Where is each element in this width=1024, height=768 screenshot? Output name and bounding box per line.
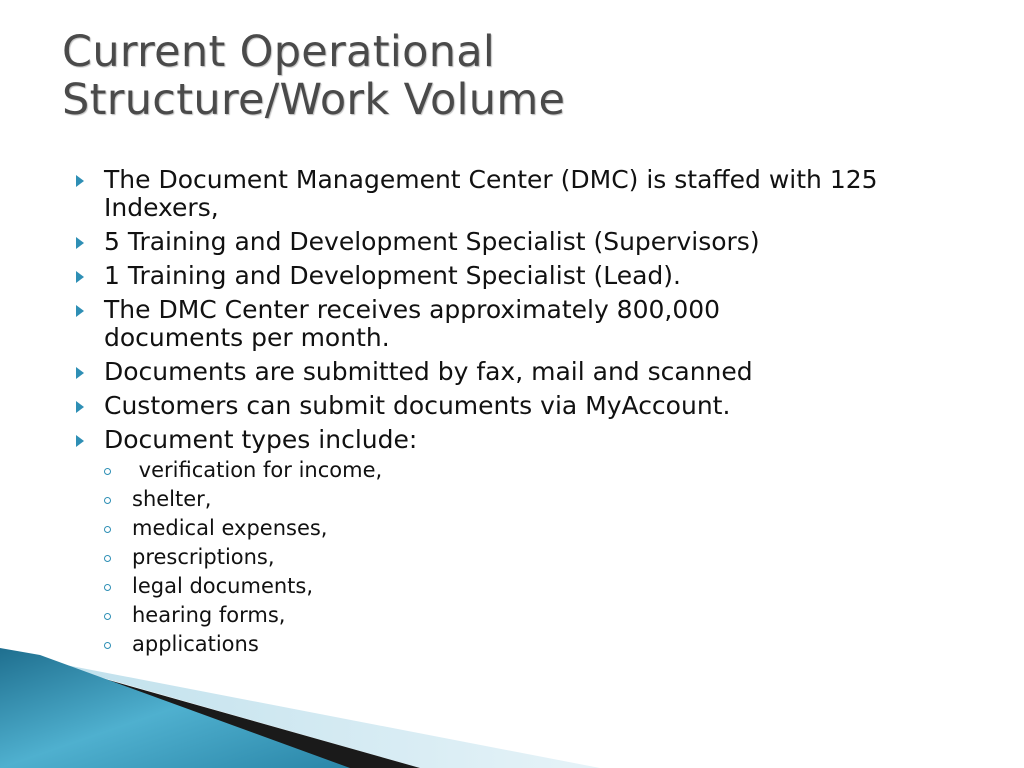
- bullet-text: 1 Training and Development Specialist (Lead).: [104, 261, 681, 290]
- sub-bullet-text: verification for income,: [132, 458, 383, 482]
- bullet-text: Customers can submit documents via MyAccount.: [104, 391, 731, 420]
- sub-bullet-text: applications: [132, 632, 259, 656]
- sub-bullet-text: legal documents,: [132, 574, 314, 598]
- bullet-text: The Document Management Center (DMC) is staffed with 125 Indexers,: [104, 165, 878, 222]
- sub-bullet-text: medical expenses,: [132, 516, 328, 540]
- sub-bullet-text: prescriptions,: [132, 545, 275, 569]
- swoosh-teal-band: [0, 648, 350, 768]
- bullet-text: Document types include:: [104, 425, 418, 454]
- slide-title-line-1: Current Operational: [62, 27, 496, 77]
- bullet-text: 5 Training and Development Specialist (Supervisors): [104, 227, 760, 256]
- bullet-text: Documents are submitted by fax, mail and scanned: [104, 357, 753, 386]
- sub-bullet-text: shelter,: [132, 487, 212, 511]
- sub-bullet-text: hearing forms,: [132, 603, 286, 627]
- slide-title-line-2: Structure/Work Volume: [62, 75, 566, 125]
- bullet-text: The DMC Center receives approximately 800,000 documents per month.: [104, 295, 721, 352]
